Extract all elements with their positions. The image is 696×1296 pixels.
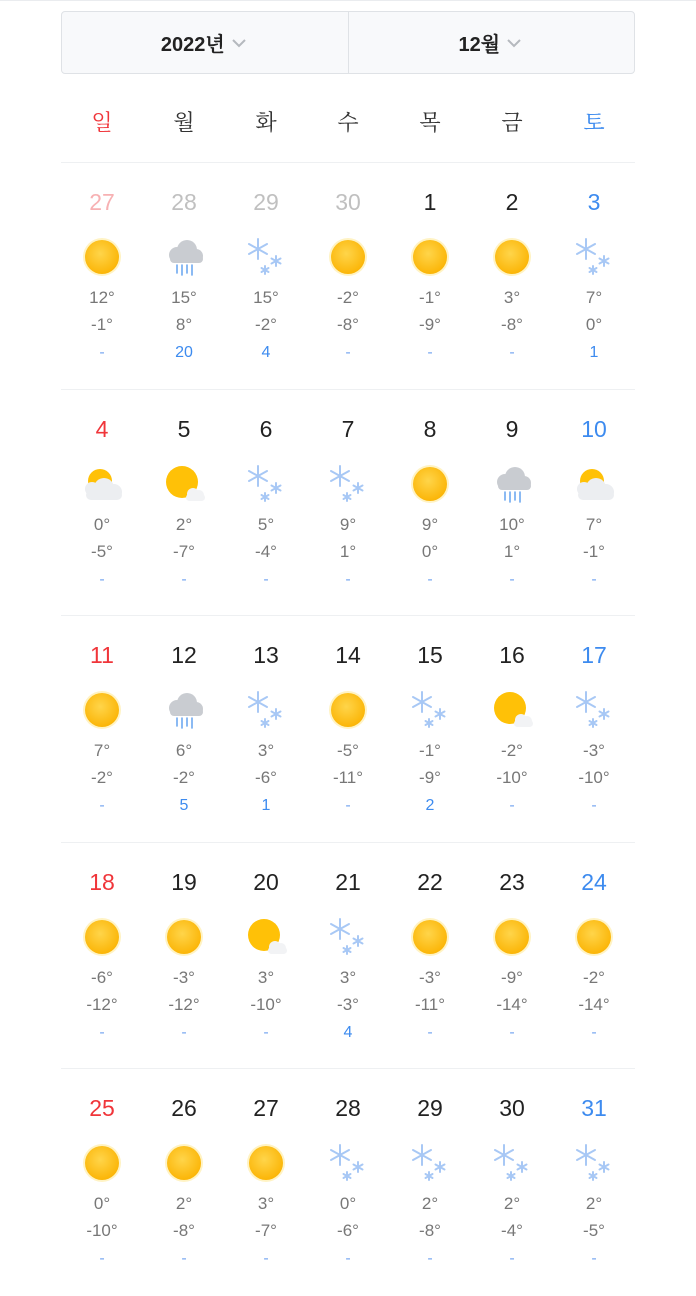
rain-cloud-icon [160,235,208,279]
low-temperature: -5° [583,1221,605,1240]
day-number: 21 [335,868,361,895]
high-temperature: 6° [175,741,193,760]
low-temperature: -4° [255,541,277,561]
calendar-day-cell[interactable] [307,163,389,389]
sun-icon [406,235,454,279]
high-temperature: -6° [91,967,113,987]
month-dropdown[interactable] [348,12,635,73]
weekday-saturday: 토 [583,110,605,135]
day-number: 22 [417,868,443,895]
calendar-day-cell[interactable] [471,1069,553,1296]
low-temperature: -10° [496,768,528,787]
snowflake-icon [324,462,372,506]
low-temperature: -6° [255,768,277,787]
high-temperature: 7° [585,288,603,307]
day-number: 4 [95,415,109,442]
high-temperature: 9° [339,514,357,534]
precipitation-value: 4 [343,1023,353,1041]
high-temperature: 10° [499,514,525,534]
calendar-day-cell[interactable] [389,1069,471,1296]
high-temperature: -2° [337,288,359,307]
precipitation-value: - [427,1250,433,1267]
snowflake-icon [242,462,290,506]
day-number: 27 [89,189,115,215]
sun-icon [406,462,454,506]
high-temperature: -2° [583,967,605,987]
calendar-day-cell[interactable] [225,1069,307,1296]
high-temperature: 3° [257,967,275,987]
precipitation-value: - [509,1250,515,1267]
calendar-day-cell[interactable] [143,390,225,616]
day-number: 7 [341,415,355,442]
precipitation-value: - [263,570,269,588]
weekday-wednesday: 수 [337,110,359,135]
sun-cloud-icon [242,915,290,959]
low-temperature: -11° [414,994,446,1014]
day-number: 19 [171,868,197,895]
high-temperature: 3° [503,288,521,307]
calendar-day-cell[interactable] [143,163,225,389]
calendar-day-cell[interactable] [307,1069,389,1296]
high-temperature: 7° [93,741,111,760]
precipitation-value: - [345,570,351,588]
calendar-day-cell[interactable] [61,616,143,842]
sun-icon [160,915,208,959]
weekday-tuesday: 화 [255,110,277,135]
calendar-day-cell[interactable] [389,616,471,842]
sun-icon [242,1141,290,1185]
year-dropdown[interactable] [62,12,348,73]
low-temperature: -8° [419,1221,441,1240]
high-temperature: -2° [501,741,523,760]
high-temperature: 12° [89,288,115,307]
high-temperature: -3° [419,967,441,987]
precipitation-value: - [591,570,597,588]
cloud-sun-icon [78,462,126,506]
precipitation-value: - [591,1023,597,1041]
high-temperature: -3° [583,741,605,760]
day-number: 27 [253,1095,279,1121]
snowflake-icon [324,1141,372,1185]
snowflake-icon [570,1141,618,1185]
day-number: 12 [171,642,197,668]
high-temperature: 0° [93,1194,111,1213]
low-temperature: 8° [175,315,193,334]
day-number: 28 [171,189,197,215]
precipitation-value: - [345,344,351,361]
day-number: 2 [505,189,519,215]
calendar-day-cell[interactable] [471,616,553,842]
chevron-down-icon [229,36,249,50]
low-temperature: -8° [337,315,359,334]
high-temperature: -1° [419,741,441,760]
day-number: 23 [499,868,525,895]
low-temperature: -1° [91,315,113,334]
precipitation-value: - [263,1023,269,1041]
high-temperature: -9° [501,967,523,987]
high-temperature: 7° [585,514,603,534]
snowflake-icon [488,1141,536,1185]
day-number: 29 [417,1095,443,1121]
year-label: 2022년 [160,34,225,56]
top-divider [0,0,696,1]
day-number: 29 [253,189,279,215]
date-selector [61,11,635,74]
sun-cloud-icon [160,462,208,506]
calendar-day-cell[interactable] [471,163,553,389]
calendar-week-row [61,163,635,390]
high-temperature: 15° [253,288,279,307]
calendar-week-row [61,843,635,1070]
precipitation-value: - [99,1250,105,1267]
day-number: 18 [89,868,115,895]
day-number: 31 [581,1095,607,1121]
calendar-day-cell[interactable] [553,1069,635,1296]
low-temperature: 0° [585,315,603,334]
precipitation-value: - [427,1023,433,1041]
precipitation-value: - [509,570,515,588]
calendar-day-cell[interactable] [61,163,143,389]
precipitation-value: - [427,570,433,588]
day-number: 5 [177,415,191,442]
precipitation-value: - [181,1023,187,1041]
calendar-day-cell[interactable] [61,1069,143,1296]
low-temperature: -14° [496,994,528,1014]
sun-icon [324,688,372,732]
sun-icon [570,915,618,959]
weekday-monday: 월 [173,110,195,135]
low-temperature: -8° [173,1221,195,1240]
weekday-header [61,95,635,163]
weekday-thursday: 목 [419,110,441,135]
precipitation-value: 1 [261,797,271,814]
sun-icon [78,1141,126,1185]
day-number: 30 [499,1095,525,1121]
low-temperature: -7° [173,541,195,561]
precipitation-value: 20 [175,344,193,361]
day-number: 15 [417,642,443,668]
calendar-day-cell[interactable] [61,843,143,1069]
sun-icon [406,915,454,959]
calendar-day-cell[interactable] [553,616,635,842]
low-temperature: -10° [250,994,282,1014]
precipitation-value: 4 [261,344,271,361]
calendar-day-cell[interactable] [61,390,143,616]
calendar-day-cell[interactable] [307,390,389,616]
high-temperature: -5° [337,741,359,760]
calendar-day-cell[interactable] [307,843,389,1069]
day-number: 16 [499,642,525,668]
calendar-day-cell[interactable] [389,163,471,389]
snowflake-icon [406,1141,454,1185]
precipitation-value: - [509,797,515,814]
low-temperature: -8° [501,315,523,334]
day-number: 30 [335,189,361,215]
day-number: 9 [505,415,519,442]
day-number: 24 [581,868,607,895]
low-temperature: -12° [168,994,200,1014]
day-number: 3 [587,189,601,215]
sun-icon [488,915,536,959]
low-temperature: 1° [503,541,521,561]
high-temperature: 0° [339,1194,357,1213]
precipitation-value: - [345,1250,351,1267]
sun-icon [78,235,126,279]
calendar-grid [61,163,635,1296]
precipitation-value: 2 [425,797,435,814]
calendar-day-cell[interactable] [471,843,553,1069]
low-temperature: -2° [91,768,113,787]
precipitation-value: - [509,1023,515,1041]
calendar-day-cell[interactable] [225,843,307,1069]
calendar-day-cell[interactable] [307,616,389,842]
snowflake-icon [242,688,290,732]
day-number: 6 [259,415,273,442]
calendar-day-cell[interactable] [143,843,225,1069]
weekday-friday: 금 [501,110,523,135]
high-temperature: -3° [173,967,195,987]
day-number: 10 [581,415,607,442]
low-temperature: -6° [337,1221,359,1240]
calendar-week-row [61,616,635,843]
high-temperature: 9° [421,514,439,534]
day-number: 28 [335,1095,361,1121]
high-temperature: 3° [257,741,275,760]
precipitation-value: - [99,570,105,588]
sun-icon [78,915,126,959]
high-temperature: 3° [339,967,357,987]
low-temperature: -11° [332,768,364,787]
precipitation-value: - [181,1250,187,1267]
high-temperature: 2° [503,1194,521,1213]
low-temperature: -5° [91,541,113,561]
low-temperature: -10° [86,1221,118,1240]
low-temperature: -9° [419,315,441,334]
day-number: 8 [423,415,437,442]
low-temperature: -4° [501,1221,523,1240]
precipitation-value: - [99,344,105,361]
low-temperature: -12° [86,994,118,1014]
calendar-day-cell[interactable] [389,390,471,616]
snowflake-icon [324,915,372,959]
calendar-day-cell[interactable] [225,163,307,389]
high-temperature: 2° [175,1194,193,1213]
calendar-day-cell[interactable] [143,1069,225,1296]
precipitation-value: - [345,797,351,814]
calendar-week-row [61,1069,635,1296]
rain-cloud-icon [160,688,208,732]
calendar-day-cell[interactable] [143,616,225,842]
low-temperature: -1° [583,541,605,561]
rain-cloud-icon [488,462,536,506]
calendar-day-cell[interactable] [553,390,635,616]
calendar-day-cell[interactable] [553,843,635,1069]
precipitation-value: - [263,1250,269,1267]
high-temperature: 0° [93,514,111,534]
precipitation-value: - [591,1250,597,1267]
low-temperature: 1° [339,541,357,561]
precipitation-value: - [427,344,433,361]
day-number: 25 [89,1095,115,1121]
low-temperature: -10° [578,768,610,787]
low-temperature: -2° [173,768,195,787]
calendar-day-cell[interactable] [225,616,307,842]
low-temperature: -7° [255,1221,277,1240]
cloud-sun-icon [570,462,618,506]
day-number: 11 [90,642,114,668]
precipitation-value: - [591,797,597,814]
high-temperature: 2° [175,514,193,534]
precipitation-value: - [99,797,105,814]
precipitation-value: - [181,570,187,588]
snowflake-icon [242,235,290,279]
day-number: 1 [423,189,437,215]
calendar-day-cell[interactable] [389,843,471,1069]
day-number: 20 [253,868,279,895]
high-temperature: 2° [585,1194,603,1213]
calendar-day-cell[interactable] [553,163,635,389]
high-temperature: 15° [171,288,197,307]
high-temperature: 2° [421,1194,439,1213]
sun-cloud-icon [488,688,536,732]
calendar-day-cell[interactable] [471,390,553,616]
day-number: 13 [253,642,279,668]
month-label: 12월 [458,34,501,56]
precipitation-value: - [509,344,515,361]
sun-icon [488,235,536,279]
snowflake-icon [570,688,618,732]
sun-icon [324,235,372,279]
day-number: 14 [335,642,361,668]
calendar-week-row [61,390,635,617]
weekday-sunday: 일 [91,110,113,135]
low-temperature: 0° [421,541,439,561]
precipitation-value: - [99,1023,105,1041]
snowflake-icon [406,688,454,732]
precipitation-value: 5 [179,797,189,814]
sun-icon [160,1141,208,1185]
precipitation-value: 1 [589,344,599,361]
sun-icon [78,688,126,732]
low-temperature: -2° [255,315,277,334]
snowflake-icon [570,235,618,279]
day-number: 17 [581,642,607,668]
high-temperature: 5° [257,514,275,534]
low-temperature: -14° [578,994,610,1014]
low-temperature: -3° [337,994,359,1014]
calendar-day-cell[interactable] [225,390,307,616]
chevron-down-icon [504,36,524,50]
high-temperature: -1° [419,288,441,307]
low-temperature: -9° [419,768,441,787]
high-temperature: 3° [257,1194,275,1213]
day-number: 26 [171,1095,197,1121]
